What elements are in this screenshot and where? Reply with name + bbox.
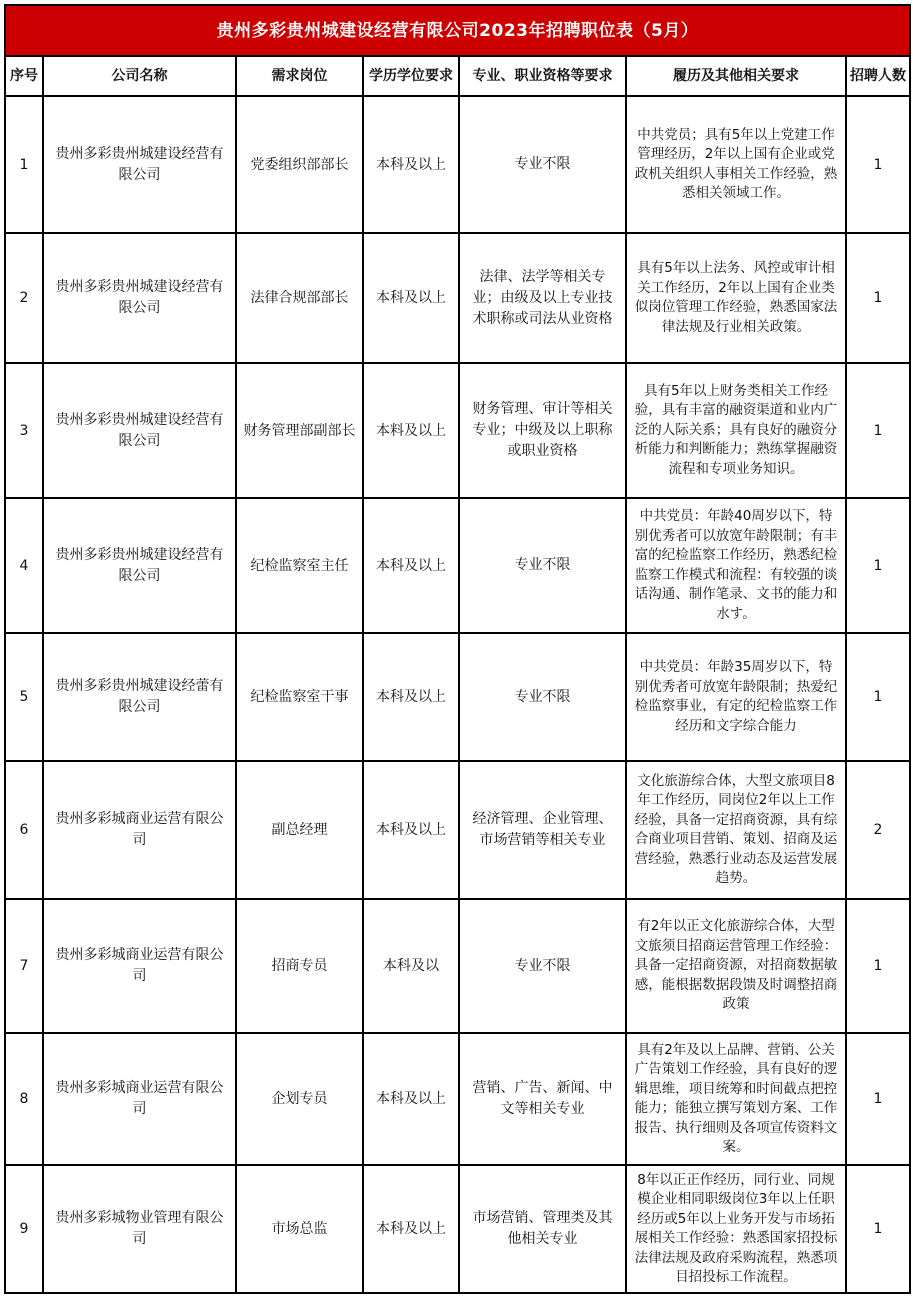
- cell-company: 贵州多彩贵州城建设经营有限公司: [43, 96, 236, 233]
- cell-education: 本料及以上: [363, 363, 459, 498]
- cell-company: 贵州多彩贵州城建设经营有限公司: [43, 498, 236, 633]
- table-row: [5, 761, 910, 899]
- cell-headcount: 1: [846, 1033, 910, 1165]
- cell-qualification: 专业不限: [459, 498, 626, 633]
- cell-no: 5: [5, 633, 43, 761]
- cell-qualification: 法律、法学等相关专业；由级及以上专业技术职称或司法从业资格: [459, 233, 626, 363]
- column-header-headcount: 招聘人数: [846, 56, 910, 96]
- cell-no: 4: [5, 498, 43, 633]
- column-header-qualification: 专业、职业资格等要求: [459, 56, 626, 96]
- cell-qualification: 财务管理、审计等相关专业；中级及以上职称或职业资格: [459, 363, 626, 498]
- table-row: [5, 233, 910, 363]
- column-header-requirements: 履历及其他相关要求: [626, 56, 846, 96]
- cell-position: 财务管理部副部长: [236, 363, 363, 498]
- cell-position: 党委组织部部长: [236, 96, 363, 233]
- cell-education: 本科及以上: [363, 1033, 459, 1165]
- table-row: [5, 498, 910, 633]
- recruitment-table: [4, 4, 911, 1294]
- table-row: [5, 1033, 910, 1165]
- cell-education: 本科及以上: [363, 233, 459, 363]
- cell-position: 招商专员: [236, 899, 363, 1033]
- cell-requirements: 具有5年以上法务、风控或审计相关工作经历，2年以上国有企业类似岗位管理工作经验，熟悉国家法律法规及行业相关政策。: [626, 233, 846, 363]
- page-title: 贵州多彩贵州城建设经营有限公司2023年招聘职位表（5月）: [5, 5, 910, 56]
- column-header-education: 学历学位要求: [363, 56, 459, 96]
- column-header-no: 序号: [5, 56, 43, 96]
- cell-company: 贵州多彩贵州城建设经蕾有限公司: [43, 633, 236, 761]
- cell-education: 本科及以上: [363, 498, 459, 633]
- cell-headcount: 2: [846, 761, 910, 899]
- table-row: [5, 899, 910, 1033]
- table-row: [5, 363, 910, 498]
- cell-qualification: 专业不限: [459, 96, 626, 233]
- cell-education: 本科及以: [363, 899, 459, 1033]
- column-header-position: 需求岗位: [236, 56, 363, 96]
- cell-no: 6: [5, 761, 43, 899]
- cell-education: 本科及以上: [363, 761, 459, 899]
- column-header-company: 公司名称: [43, 56, 236, 96]
- cell-qualification: 市场营销、管理类及其他相关专业: [459, 1165, 626, 1293]
- cell-no: 9: [5, 1165, 43, 1293]
- cell-headcount: 1: [846, 96, 910, 233]
- cell-headcount: 1: [846, 363, 910, 498]
- cell-qualification: 专业不限: [459, 899, 626, 1033]
- cell-company: 贵州多彩城商业运营有限公司: [43, 1033, 236, 1165]
- cell-headcount: 1: [846, 633, 910, 761]
- cell-company: 贵州多彩城物业管理有限公司: [43, 1165, 236, 1293]
- cell-no: 7: [5, 899, 43, 1033]
- cell-requirements: 8年以正正作经历，同行业、同规模企业相同职级岗位3年以上任职经历或5年以上业务开发与市场拓展相关工作经验：熟悉国家招投标法律法规及政府采购流程，熟悉项目招投标工作流程。: [626, 1165, 846, 1293]
- title-row: [5, 5, 910, 56]
- cell-position: 企划专员: [236, 1033, 363, 1165]
- table-row: [5, 1165, 910, 1293]
- cell-position: 纪检监察室主任: [236, 498, 363, 633]
- cell-headcount: 1: [846, 899, 910, 1033]
- cell-requirements: 中共党员；具有5年以上党建工作管理经历，2年以上国有企业或党政机关组织人事相关工作经验，熟悉相关领域工作。: [626, 96, 846, 233]
- cell-requirements: 有2年以正文化旅游综合体，大型文旅须目招商运营管理工作经验：具备一定招商资源，对招商数据敏感，能根据数据段馈及时调整招商政策: [626, 899, 846, 1033]
- cell-requirements: 中共党员：年龄35周岁以下，特别优秀者可放宽年龄限制；热爱纪检监察事业，有定的纪检监察工作经历和文字综合能力: [626, 633, 846, 761]
- cell-position: 法律合规部部长: [236, 233, 363, 363]
- cell-position: 市场总监: [236, 1165, 363, 1293]
- cell-no: 8: [5, 1033, 43, 1165]
- cell-qualification: 营销、广告、新闻、中文等相关专业: [459, 1033, 626, 1165]
- cell-requirements: 中共党员：年龄40周岁以下，特别优秀者可以放宽年龄限制；有丰富的纪检监察工作经历，熟悉纪检监察工作模式和流程：有较强的谈话沟通、制作笔录、文书的能力和水す。: [626, 498, 846, 633]
- cell-education: 本科及以上: [363, 633, 459, 761]
- cell-no: 2: [5, 233, 43, 363]
- cell-requirements: 具有5年以上财务类相关工作经验，具有丰富的融资渠道和业内广泛的人际关系；具有良好的融资分析能力和判断能力；熟练掌握融资流程和专项业务知识。: [626, 363, 846, 498]
- cell-education: 本科及以上: [363, 96, 459, 233]
- cell-requirements: 文化旅游综合体，大型文旅项目8年工作经历，同岗位2年以上工作经验，具备一定招商资源，具有综合商业项目营销、策划、招商及运营经验，熟悉行业动态及运营发展趋势。: [626, 761, 846, 899]
- cell-no: 3: [5, 363, 43, 498]
- cell-company: 贵州多彩城商业运营有限公司: [43, 899, 236, 1033]
- cell-company: 贵州多彩城商业运营有限公司: [43, 761, 236, 899]
- cell-headcount: 1: [846, 498, 910, 633]
- cell-position: 纪检监察室干事: [236, 633, 363, 761]
- cell-headcount: 1: [846, 1165, 910, 1293]
- cell-qualification: 经济管理、企业管理、市场营销等相关专业: [459, 761, 626, 899]
- cell-education: 本科及以上: [363, 1165, 459, 1293]
- cell-requirements: 具有2年及以上品牌、营销、公关广告策划工作经验，具有良好的逻辑思维，项目统筹和时间截点把控能力；能独立撰写策划方案、工作报告、执行细则及各项宣传资料文案。: [626, 1033, 846, 1165]
- table-row: [5, 96, 910, 233]
- cell-headcount: 1: [846, 233, 910, 363]
- cell-qualification: 专业不限: [459, 633, 626, 761]
- cell-no: 1: [5, 96, 43, 233]
- cell-company: 贵州多彩贵州城建设经营有限公司: [43, 233, 236, 363]
- table-row: [5, 633, 910, 761]
- cell-position: 副总经理: [236, 761, 363, 899]
- column-header-row: [5, 56, 910, 96]
- cell-company: 贵州多彩贵州城建设经营有限公司: [43, 363, 236, 498]
